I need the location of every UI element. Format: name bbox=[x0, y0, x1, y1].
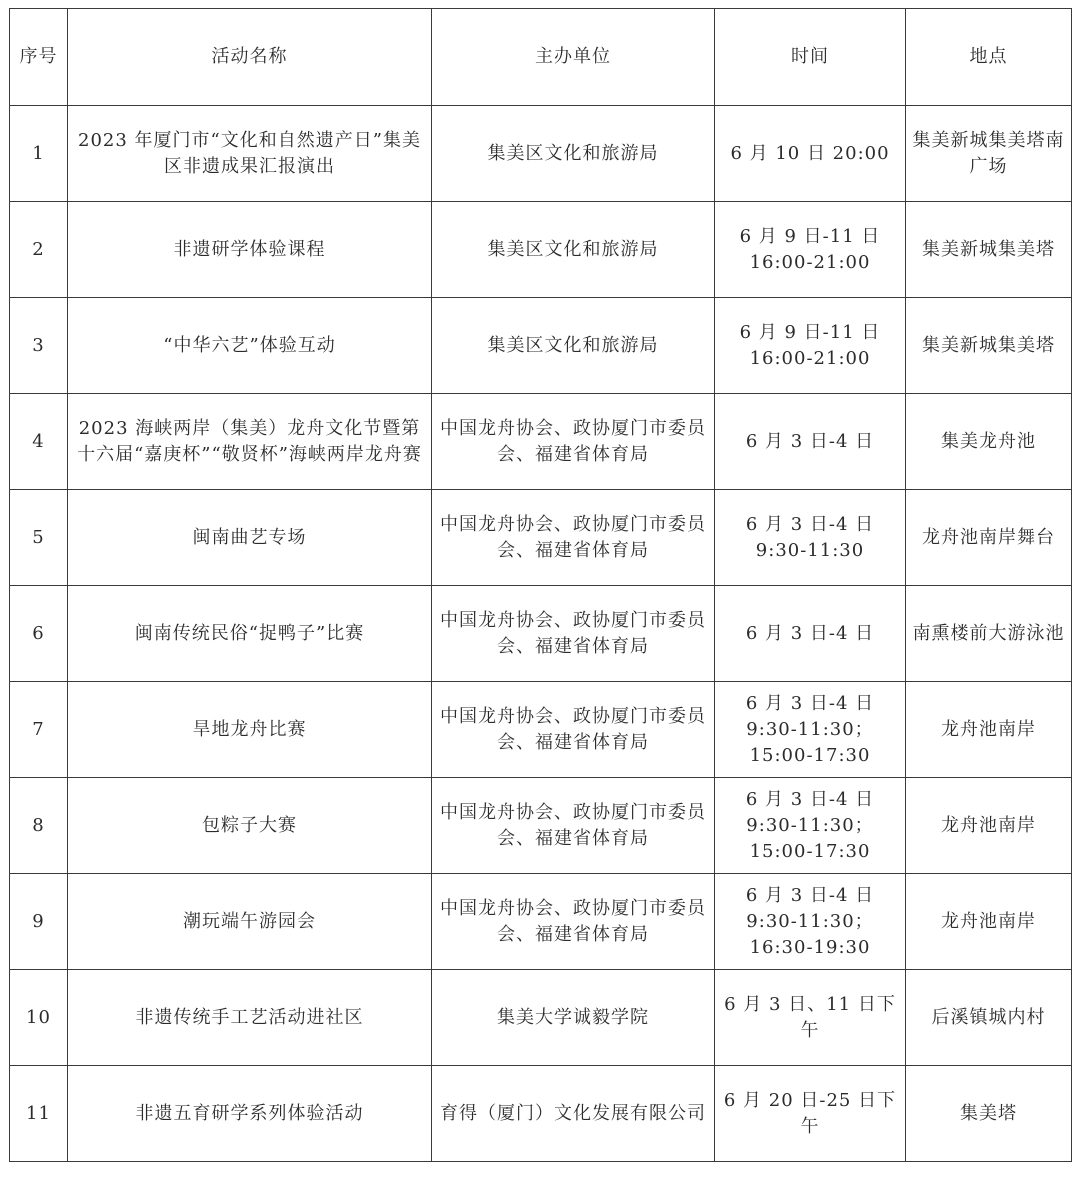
table-row bbox=[10, 1066, 1072, 1162]
cell-activity-name: 2023 年厦门市“文化和自然遗产日”集美区非遗成果汇报演出 bbox=[68, 106, 432, 202]
header-time: 时间 bbox=[715, 9, 906, 106]
activity-schedule-sheet bbox=[9, 8, 1071, 1162]
cell-location: 龙舟池南岸 bbox=[906, 682, 1072, 778]
cell-time bbox=[715, 490, 906, 586]
cell-location: 龙舟池南岸 bbox=[906, 874, 1072, 970]
cell-activity-name: 非遗五育研学系列体验活动 bbox=[68, 1066, 432, 1162]
cell-time bbox=[715, 394, 906, 490]
time-line: 6 月 9 日-11 日 bbox=[739, 225, 881, 247]
cell-time bbox=[715, 970, 906, 1066]
table-row bbox=[10, 682, 1072, 778]
cell-activity-name: 2023 海峡两岸（集美）龙舟文化节暨第十六届“嘉庚杯”“敬贤杯”海峡两岸龙舟赛 bbox=[68, 394, 432, 490]
time-line: 6 月 9 日-11 日 bbox=[739, 321, 881, 343]
cell-no: 11 bbox=[10, 1066, 68, 1162]
time-line: 15:00-17:30 bbox=[749, 744, 871, 766]
time-line: 6 月 3 日-4 日 bbox=[745, 788, 875, 810]
cell-location: 南熏楼前大游泳池 bbox=[906, 586, 1072, 682]
time-line: 6 月 3 日、11 日下午 bbox=[724, 993, 896, 1041]
cell-activity-name: 闽南曲艺专场 bbox=[68, 490, 432, 586]
time-line: 6 月 3 日-4 日 bbox=[745, 622, 875, 644]
cell-time bbox=[715, 106, 906, 202]
table-body bbox=[10, 106, 1072, 1162]
cell-no: 6 bbox=[10, 586, 68, 682]
table-row bbox=[10, 490, 1072, 586]
cell-organizer: 集美大学诚毅学院 bbox=[432, 970, 715, 1066]
time-line: 9:30-11:30； bbox=[746, 910, 874, 932]
time-line: 15:00-17:30 bbox=[749, 840, 871, 862]
cell-activity-name: 潮玩端午游园会 bbox=[68, 874, 432, 970]
cell-location: 龙舟池南岸舞台 bbox=[906, 490, 1072, 586]
cell-activity-name: 非遗研学体验课程 bbox=[68, 202, 432, 298]
table-row bbox=[10, 874, 1072, 970]
cell-organizer: 中国龙舟协会、政协厦门市委员会、福建省体育局 bbox=[432, 682, 715, 778]
cell-time bbox=[715, 1066, 906, 1162]
cell-organizer: 中国龙舟协会、政协厦门市委员会、福建省体育局 bbox=[432, 394, 715, 490]
header-organizer: 主办单位 bbox=[432, 9, 715, 106]
cell-location: 集美龙舟池 bbox=[906, 394, 1072, 490]
table-header-row bbox=[10, 9, 1072, 106]
cell-time bbox=[715, 298, 906, 394]
cell-activity-name: 包粽子大赛 bbox=[68, 778, 432, 874]
cell-organizer: 集美区文化和旅游局 bbox=[432, 202, 715, 298]
cell-location: 集美新城集美塔 bbox=[906, 298, 1072, 394]
cell-time bbox=[715, 586, 906, 682]
cell-activity-name: 旱地龙舟比赛 bbox=[68, 682, 432, 778]
header-no: 序号 bbox=[10, 9, 68, 106]
table-row bbox=[10, 778, 1072, 874]
table-row bbox=[10, 970, 1072, 1066]
time-line: 9:30-11:30； bbox=[746, 718, 874, 740]
header-location: 地点 bbox=[906, 9, 1072, 106]
cell-no: 3 bbox=[10, 298, 68, 394]
cell-organizer: 中国龙舟协会、政协厦门市委员会、福建省体育局 bbox=[432, 586, 715, 682]
cell-no: 9 bbox=[10, 874, 68, 970]
cell-organizer: 中国龙舟协会、政协厦门市委员会、福建省体育局 bbox=[432, 490, 715, 586]
cell-location: 集美新城集美塔南广场 bbox=[906, 106, 1072, 202]
cell-location: 龙舟池南岸 bbox=[906, 778, 1072, 874]
header-activity-name: 活动名称 bbox=[68, 9, 432, 106]
time-line: 6 月 3 日-4 日 bbox=[745, 884, 875, 906]
time-line: 6 月 3 日-4 日 bbox=[745, 513, 875, 535]
cell-organizer: 中国龙舟协会、政协厦门市委员会、福建省体育局 bbox=[432, 874, 715, 970]
time-line: 6 月 3 日-4 日 bbox=[745, 430, 875, 452]
table-row bbox=[10, 394, 1072, 490]
table-row bbox=[10, 298, 1072, 394]
cell-time bbox=[715, 778, 906, 874]
cell-no: 5 bbox=[10, 490, 68, 586]
cell-no: 2 bbox=[10, 202, 68, 298]
time-line: 9:30-11:30； bbox=[746, 814, 874, 836]
cell-organizer: 中国龙舟协会、政协厦门市委员会、福建省体育局 bbox=[432, 778, 715, 874]
cell-organizer: 集美区文化和旅游局 bbox=[432, 298, 715, 394]
time-line: 16:00-21:00 bbox=[749, 251, 871, 273]
cell-no: 8 bbox=[10, 778, 68, 874]
cell-location: 集美塔 bbox=[906, 1066, 1072, 1162]
cell-time bbox=[715, 874, 906, 970]
activity-table bbox=[9, 8, 1072, 1162]
cell-organizer: 集美区文化和旅游局 bbox=[432, 106, 715, 202]
cell-no: 4 bbox=[10, 394, 68, 490]
cell-activity-name: 非遗传统手工艺活动进社区 bbox=[68, 970, 432, 1066]
time-line: 16:00-21:00 bbox=[749, 347, 871, 369]
cell-no: 1 bbox=[10, 106, 68, 202]
table-row bbox=[10, 586, 1072, 682]
cell-no: 10 bbox=[10, 970, 68, 1066]
cell-time bbox=[715, 682, 906, 778]
cell-activity-name: 闽南传统民俗“捉鸭子”比赛 bbox=[68, 586, 432, 682]
cell-time bbox=[715, 202, 906, 298]
time-line: 6 月 20 日-25 日下午 bbox=[723, 1089, 897, 1137]
cell-activity-name: “中华六艺”体验互动 bbox=[68, 298, 432, 394]
time-line: 9:30-11:30 bbox=[755, 539, 865, 561]
time-line: 6 月 10 日 20:00 bbox=[730, 142, 890, 164]
cell-location: 后溪镇城内村 bbox=[906, 970, 1072, 1066]
cell-location: 集美新城集美塔 bbox=[906, 202, 1072, 298]
time-line: 6 月 3 日-4 日 bbox=[745, 692, 875, 714]
table-row bbox=[10, 106, 1072, 202]
cell-organizer: 育得（厦门）文化发展有限公司 bbox=[432, 1066, 715, 1162]
time-line: 16:30-19:30 bbox=[749, 936, 871, 958]
cell-no: 7 bbox=[10, 682, 68, 778]
table-row bbox=[10, 202, 1072, 298]
